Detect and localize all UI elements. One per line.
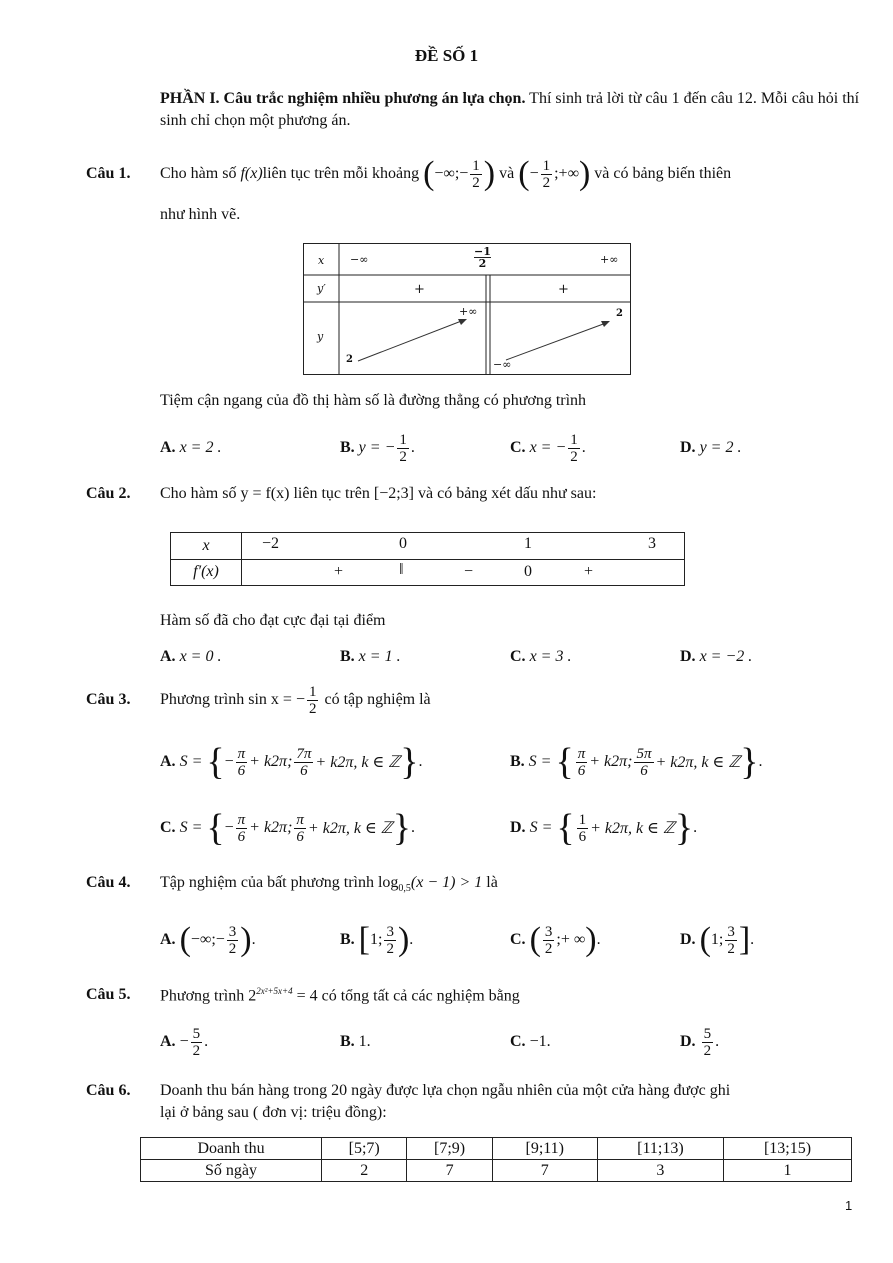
sign-header-minus2: −2 (262, 535, 280, 552)
q4-text: Tập nghiệm của bất phương trình $\log_{0,5}(x - 1) > 1$ là (160, 874, 498, 895)
q1-option-d: D. y = 2 . (680, 439, 742, 456)
vt-y-bottom: −∞ (493, 358, 512, 371)
q1-text: Cho hàm số f(x) liên tục trên mỗi khoảng ( −∞;− $\frac{1}{2}$ ) và ( − $\frac{1}{2}$ ;+∞ ) và có bảng biến thiên (160, 155, 732, 192)
q1-interval2: − (529, 165, 539, 182)
q6-line1: Doanh thu bán hàng trong 20 ngày được lựa chọn ngẫu nhiên của một cửa hàng được ghi (160, 1082, 731, 1099)
q3-text: Phương trình sin x = − $\frac{1}{2}$ có tập nghiệm là (160, 683, 431, 717)
sign-minus: − (464, 562, 474, 580)
sign-plus-2: + (584, 562, 594, 580)
q3-option-a: A. S = { − $\frac{\pi}{6}$ + k2π; $\frac{7\pi}{6}$ + k2π, k ∈ ℤ } . (160, 741, 423, 783)
q2-option-a: A. x = 0 . (160, 648, 222, 665)
q3-option-b: B. S = { $\frac{\pi}{6}$ + k2π; $\frac{5\pi}{6}$ + k2π, k ∈ ℤ } . (510, 741, 763, 783)
q5-label: Câu 5. (86, 986, 131, 1003)
q2-label: Câu 2. (86, 485, 131, 502)
q1-option-c: C. x = − $\frac{1}{2}$ . (510, 431, 586, 465)
sign-header-0: 0 (399, 535, 407, 552)
q5-option-c: C. −1. (510, 1033, 551, 1050)
q2-option-b: B. x = 1 . (340, 648, 401, 665)
q1-option-a: A. x = 2 . (160, 439, 222, 456)
q3-option-d: D. S = { $\frac{1}{6}$ + k2π, k ∈ ℤ } . (510, 807, 698, 849)
sign-table (170, 532, 685, 586)
section-instructions: Thí sinh trả lời từ câu 1 đến câu 12. Mỗi câu hỏi thí sinh chỉ chọn một phương án. (160, 90, 860, 129)
q4-option-c: C. ( $\frac{3}{2}$ ;+ ∞ ) . (510, 921, 601, 958)
q5-option-b: B. 1. (340, 1033, 371, 1050)
q2-option-d: D. x = −2 . (680, 648, 753, 665)
vt-sign-plus-1: + (414, 282, 425, 297)
revenue-table-row: Số ngày 2 7 7 3 1 (141, 1160, 852, 1182)
q5-text: Phương trình $2^{2x^2+5x+4} = 4$ có tổng tất cả các nghiệm bằng (160, 986, 520, 1005)
q4-option-a: A. ( −∞;− $\frac{3}{2}$ ) . (160, 921, 256, 958)
q1-interval1: −∞;− (434, 165, 469, 182)
variation-table (303, 243, 631, 375)
sign-row-label: f′(x) (171, 559, 242, 586)
q4-option-d: D. ( 1; $\frac{3}{2}$ ] . (680, 921, 755, 958)
q1-text-c: và có bảng biến thiên (594, 165, 732, 182)
q3-option-c: C. S = { − $\frac{\pi}{6}$ + k2π; $\frac{\pi}{6}$ + k2π, k ∈ ℤ } . (160, 807, 415, 849)
q5-option-d: D. $\frac{5}{2}$ . (680, 1025, 720, 1059)
q4-label: Câu 4. (86, 874, 131, 891)
q1-option-b: B. y = − $\frac{1}{2}$ . (340, 431, 415, 465)
vt-y-top: +∞ (459, 305, 478, 318)
revenue-table-header: Doanh thu [5;7) [7;9) [9;11) [11;13) [13;15) (141, 1138, 852, 1160)
sign-header-1: 1 (524, 535, 532, 552)
q1-question: Tiệm cận ngang của đồ thị hàm số là đường thẳng có phương trình (160, 392, 587, 409)
vt-minus-inf: −∞ (350, 253, 369, 266)
section-heading: PHẦN I. Câu trắc nghiệm nhiều phương án lựa chọn. (160, 90, 526, 107)
vt-yprime-label: y′ (317, 282, 326, 295)
q6-label: Câu 6. (86, 1082, 131, 1099)
q2-question: Hàm số đã cho đạt cực đại tại điểm (160, 612, 386, 629)
vt-y-start: 2 (346, 354, 353, 365)
sign-header-3: 3 (648, 535, 656, 552)
vt-x-label: x (318, 254, 325, 267)
sign-header-x: x (171, 533, 242, 560)
sign-undefined: ‖ (399, 560, 404, 578)
q1-text-b: liên tục trên mỗi khoảng (262, 165, 420, 182)
vt-mid-value: −1 2 (474, 245, 491, 270)
sign-plus-1: + (334, 562, 344, 580)
q1-and: và (499, 165, 515, 182)
vt-y-end: 2 (616, 308, 623, 319)
q1-text-d: như hình vẽ. (160, 206, 241, 223)
revenue-table (140, 1137, 852, 1182)
q2-option-c: C. x = 3 . (510, 648, 572, 665)
q5-option-a: A. − $\frac{5}{2}$ . (160, 1025, 209, 1059)
q6-line2: lại ở bảng sau ( đơn vị: triệu đồng): (160, 1104, 387, 1121)
q1-text-a: Cho hàm số (160, 165, 237, 182)
q1-fx: f(x) (240, 165, 263, 182)
q4-option-b: B. [ 1; $\frac{3}{2}$ ) . (340, 921, 414, 958)
page-title: ĐỀ SỐ 1 (414, 46, 479, 65)
q1-label: Câu 1. (86, 165, 131, 182)
q2-text: Cho hàm số y = f(x) liên tục trên [−2;3] và có bảng xét dấu như sau: (160, 485, 597, 502)
sign-zero: 0 (524, 562, 532, 580)
vt-y-label: y (317, 330, 324, 343)
vt-sign-plus-2: + (558, 282, 569, 297)
section-intro (160, 88, 860, 132)
vt-plus-inf: +∞ (600, 253, 619, 266)
page-number: 1 (845, 1198, 853, 1213)
q3-label: Câu 3. (86, 691, 131, 708)
